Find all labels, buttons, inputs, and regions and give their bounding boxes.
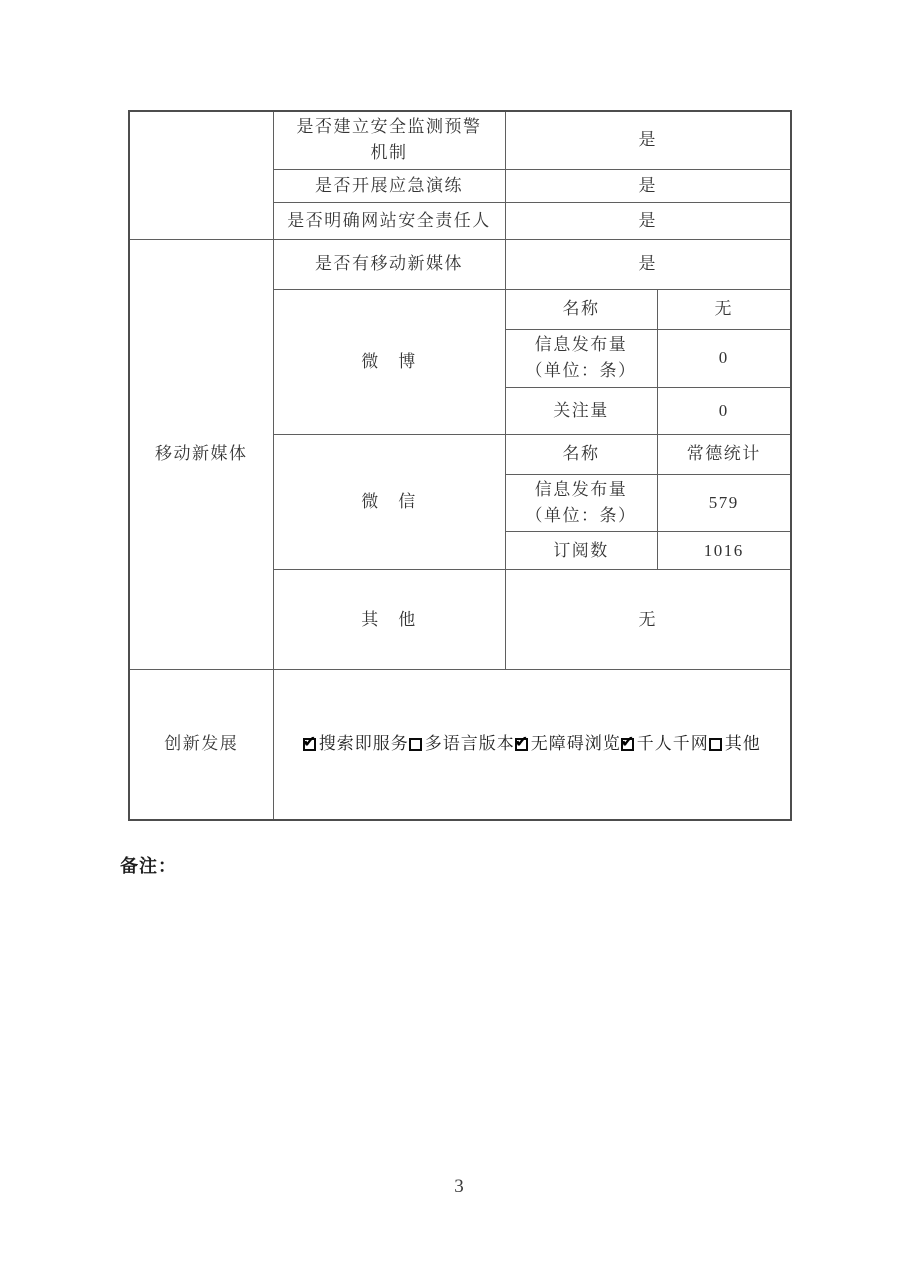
checkbox-icon: [409, 738, 422, 751]
innovation-option: [709, 731, 761, 757]
weibo-posts-label-line1: 信息发布量: [534, 334, 628, 354]
other-media-label: 其 他: [273, 570, 505, 670]
innovation-option-label: 千人千网: [636, 734, 709, 754]
innovation-option: [621, 731, 709, 757]
weibo-posts-label-line2: （单位：条）: [525, 361, 637, 381]
page-number: 3: [454, 1176, 464, 1197]
innovation-option: [409, 731, 515, 757]
innovation-option-label: 无障碍浏览: [530, 734, 621, 754]
other-media-value: 无: [505, 570, 791, 670]
weixin-posts-label: [505, 474, 657, 532]
weixin-posts-value: 579: [657, 474, 791, 532]
innovation-option: [515, 731, 621, 757]
weibo-label: 微 博: [273, 289, 505, 434]
weixin-posts-label-line1: 信息发布量: [534, 479, 628, 499]
checkbox-icon: [515, 738, 528, 751]
innovation-option-label: 多语言版本: [424, 734, 515, 754]
checkbox-icon: [621, 738, 634, 751]
innovation-option-label: 其他: [724, 734, 761, 754]
weibo-followers-label: 关注量: [505, 387, 657, 434]
weixin-name-label: 名称: [505, 434, 657, 474]
innovation-option-label: 搜索即服务: [318, 734, 409, 754]
weibo-name-value: 无: [657, 289, 791, 329]
weibo-posts-label: [505, 329, 657, 387]
remark-label: 备注：: [120, 856, 177, 876]
security-row-value: 是: [505, 169, 791, 202]
security-row-label: 是否开展应急演练: [273, 169, 505, 202]
report-table: [128, 110, 792, 821]
weixin-subscribers-label: 订阅数: [505, 532, 657, 570]
security-row-value: 是: [505, 202, 791, 239]
innovation-options-row: [278, 731, 787, 757]
security-row-label-line2: 机制: [370, 143, 408, 163]
section-header-mobile-media: 移动新媒体: [129, 239, 273, 670]
checkbox-icon: [709, 738, 722, 751]
weibo-followers-value: 0: [657, 387, 791, 434]
weixin-name-value: 常德统计: [657, 434, 791, 474]
has-mobile-media-value: 是: [505, 239, 791, 289]
security-row-label-line1: 是否建立安全监测预警: [296, 117, 482, 136]
weibo-name-label: 名称: [505, 289, 657, 329]
security-row-label: [273, 111, 505, 169]
weixin-subscribers-value: 1016: [657, 532, 791, 570]
has-mobile-media-label: 是否有移动新媒体: [273, 239, 505, 289]
innovation-option: [303, 731, 409, 757]
weixin-label: 微 信: [273, 434, 505, 570]
weixin-posts-label-line2: （单位：条）: [525, 506, 637, 526]
security-row-value: 是: [505, 111, 791, 169]
security-row-label: 是否明确网站安全责任人: [273, 202, 505, 239]
section-header-innovation: 创新发展: [129, 670, 273, 820]
weibo-posts-value: 0: [657, 329, 791, 387]
innovation-options-cell: [273, 670, 791, 820]
section-header-empty: [129, 111, 273, 239]
checkbox-icon: [303, 738, 316, 751]
